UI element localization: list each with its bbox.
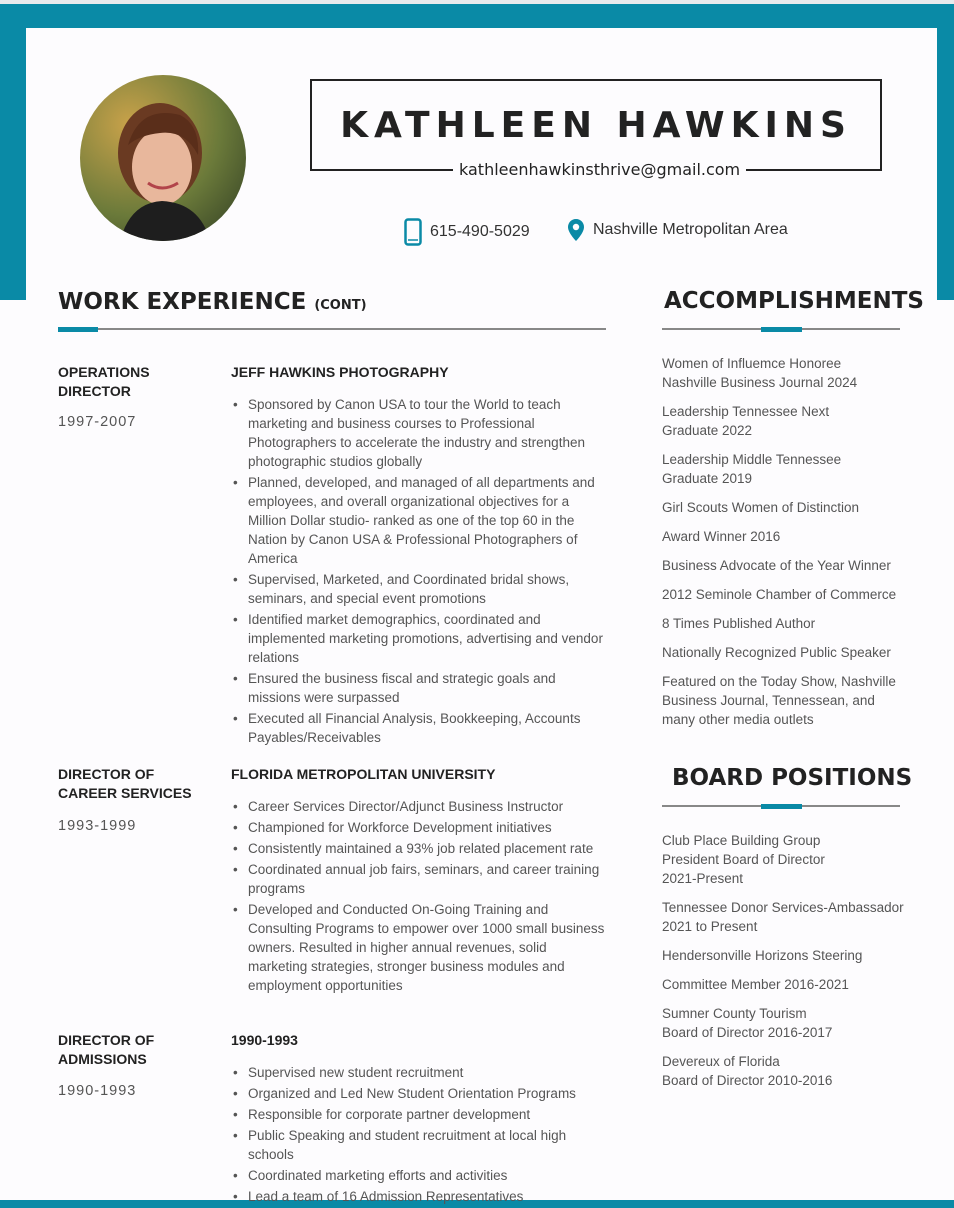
job-bullet: • Responsible for corporate partner development [231,1105,607,1124]
job-years: 1993-1999 [58,818,137,834]
location-pin-icon [567,218,585,242]
job-bullets [231,395,607,749]
email-address[interactable]: kathleenhawkinsthrive@gmail.com [453,160,746,179]
job-bullet: • Championed for Workforce Development initiatives [231,818,607,837]
job-bullet: • Consistently maintained a 93% job related placement rate [231,839,607,858]
job-bullet: • Sponsored by Canon USA to tour the World to teach marketing and business courses to Professional Photographers to accelerate the industry and strengthen photographic studios globally [231,395,607,471]
accomplishment-item: Business Advocate of the Year Winner [662,558,891,573]
work-experience-title: WORK EXPERIENCE [58,289,307,315]
phone-number[interactable]: 615-490-5029 [430,223,530,240]
job-bullet: • Supervised new student recruitment [231,1063,607,1082]
accomplishment-item: Leadership Tennessee Next Graduate 2022 [662,404,830,438]
board-item: Club Place Building Group President Board of Director 2021-Present [662,833,825,886]
phone-icon [404,218,422,246]
board-accent [761,804,802,809]
job-role: OPERATIONS DIRECTOR [58,364,150,399]
accomplishment-item: Featured on the Today Show, Nashville Business Journal, Tennessean, and many other media outlets [662,674,896,727]
page-lower-right [937,300,954,1200]
job-bullet: • Public Speaking and student recruitment at local high schools [231,1126,607,1164]
job-bullet: • Coordinated annual job fairs, seminars, and career training programs [231,860,607,898]
job-bullet: • Coordinated marketing efforts and activities [231,1166,607,1185]
job-years: 1990-1993 [58,1083,137,1099]
job-bullet: • Developed and Conducted On-Going Training and Consulting Programs to empower over 1000 small business owners. Resulted in higher annual revenues, solid marketing strategies, stronger business modules and employment opportunities [231,900,607,995]
location-contact [567,218,788,242]
accomplishment-item: 8 Times Published Author [662,616,816,631]
job-company: FLORIDA METROPOLITAN UNIVERSITY [231,766,496,782]
accomplishments-list [662,354,907,739]
portrait-image [80,75,246,241]
job-bullet: • Lead a team of 16 Admission Representatives [231,1187,607,1206]
job-bullet: • Identified market demographics, coordinated and implemented marketing promotions, advertising and vendor relations [231,610,607,667]
accomplishment-item: Girl Scouts Women of Distinction [662,500,860,515]
job-bullet: • Career Services Director/Adjunct Business Instructor [231,797,607,816]
job-bullets [231,797,607,997]
board-item: Tennessee Donor Services-Ambassador 2021 to Present [662,900,904,934]
board-item: Devereux of Florida Board of Director 2010-2016 [662,1054,833,1088]
top-strip [0,0,954,4]
board-positions-heading: BOARD POSITIONS [672,765,913,791]
profile-photo [80,75,246,241]
location-text: Nashville Metropolitan Area [593,221,788,238]
work-experience-heading [58,289,367,315]
job-bullet: • Planned, developed, and managed of all departments and employees, and overall organizational objectives for a Million Dollar studio- ranked as one of the top 60 in the Nation by Canon USA & Professional Photographers of America [231,473,607,568]
job-role: DIRECTOR OF ADMISSIONS [58,1032,155,1067]
job-bullet: • Organized and Led New Student Orientation Programs [231,1084,607,1103]
job-bullet: • Supervised, Marketed, and Coordinated bridal shows, seminars, and special event promotions [231,570,607,608]
work-experience-suffix: (CONT) [314,298,367,313]
accomplishment-item: Award Winner 2016 [662,529,781,544]
page-lower-left [0,300,26,1200]
accomplishment-item: Nationally Recognized Public Speaker [662,645,891,660]
accomplishments-accent [761,327,802,332]
board-item: Hendersonville Horizons Steering [662,948,863,963]
board-item: Sumner County Tourism Board of Director 2016-2017 [662,1006,833,1040]
job-company: 1990-1993 [231,1032,298,1048]
accomplishment-item: 2012 Seminole Chamber of Commerce [662,587,897,602]
job-company: JEFF HAWKINS PHOTOGRAPHY [231,364,449,380]
board-list [662,831,907,1100]
accomplishment-item: Leadership Middle Tennessee Graduate 2019 [662,452,842,486]
job-years: 1997-2007 [58,414,137,430]
work-heading-accent [58,327,98,332]
job-role: DIRECTOR OF CAREER SERVICES [58,766,192,801]
name-box [310,79,882,171]
job-bullet: • Executed all Financial Analysis, Bookkeeping, Accounts Payables/Receivables [231,709,607,747]
board-item: Committee Member 2016-2021 [662,977,849,992]
job-bullets [231,1063,607,1208]
work-heading-rule [58,328,606,330]
candidate-name: KATHLEEN HAWKINS [340,104,852,146]
job-bullet: • Ensured the business fiscal and strategic goals and missions were surpassed [231,669,607,707]
accomplishments-heading: ACCOMPLISHMENTS [664,288,924,314]
accomplishment-item: Women of Influemce Honoree Nashville Business Journal 2024 [662,356,858,390]
phone-contact [404,218,530,246]
